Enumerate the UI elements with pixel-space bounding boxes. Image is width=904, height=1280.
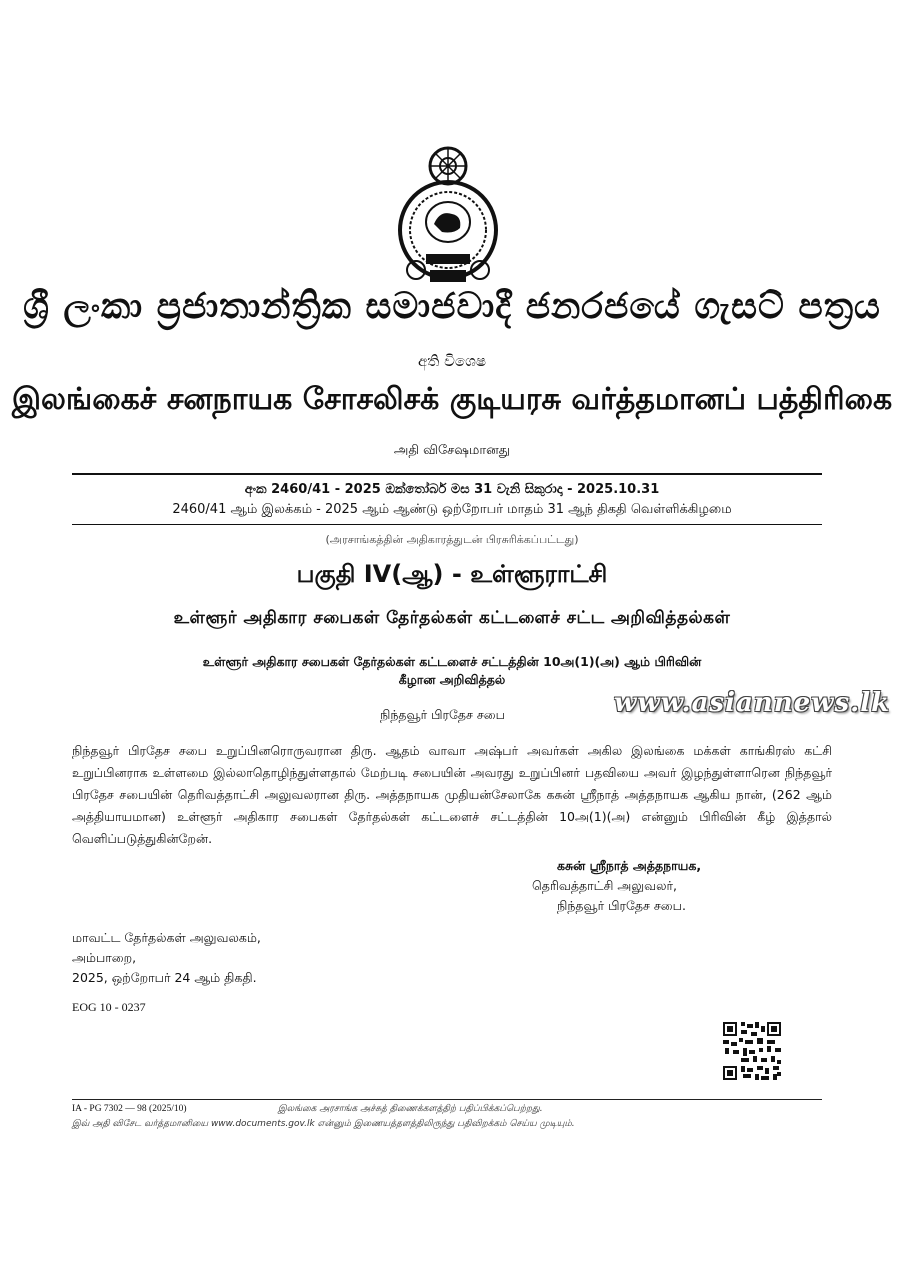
notice-subheading-line2: கீழான அறிவித்தல் — [398, 672, 506, 687]
download-note: இவ் அதி விசேட வர்த்தமானியை www.documents.gov.lk என்னும் இணையத்தளத்திலிருந்து பதிவிறக்கம் செய்ய முடியும். — [72, 1119, 575, 1129]
header-divider — [72, 473, 822, 475]
print-code: IA - PG 7302 — 98 (2025/10) — [72, 1104, 187, 1114]
signatory-title: தெரிவத்தாட்சி அலுவலர், — [532, 878, 677, 893]
national-emblem-icon — [396, 142, 500, 290]
signatory-name: கசுன் ஸ்ரீநாத் அத்தநாயக, — [557, 858, 702, 873]
council-name: நிந்தவூர் பிரதேச சபை — [380, 707, 505, 722]
signatory-office: நிந்தவூர் பிரதேச சபை. — [557, 898, 686, 913]
notice-subheading — [0, 653, 904, 689]
gazette-subtitle-sinhala: අති විශෙෂ — [417, 352, 487, 370]
part-title: பகுதி IV(ஆ) - உள்ளூராட்சி — [296, 560, 608, 588]
address-line: மாவட்ட தேர்தல்கள் அலுவலகம், — [72, 930, 261, 945]
footer-divider — [72, 1099, 822, 1100]
section-heading: உள்ளூர் அதிகார சபைகள் தேர்தல்கள் கட்டளைச் சட்ட அறிவித்தல்கள் — [173, 608, 731, 628]
gazette-title-tamil: இலங்கைச் சனநாயக சோசலிசக் குடியரசு வர்த்தமானப் பத்திரிகை — [11, 382, 893, 417]
reference-code: EOG 10 - 0237 — [72, 1000, 146, 1014]
gazette-title-sinhala: ශ්‍රී ලංකා ප්‍රජාතාන්ත්‍රික සමාජවාදී ජනරජයේ ගැසට් පත්‍රය — [23, 286, 881, 327]
address-date: 2025, ஒற்றோபர் 24 ஆம் திகதி. — [72, 970, 257, 985]
notice-subheading-line1: உள்ளூர் அதிகார சபைகள் தேர்தல்கள் கட்டளைச் சட்டத்தின் 10அ(1)(அ) ஆம் பிரிவின் — [202, 654, 702, 669]
qr-code-icon — [723, 1022, 781, 1080]
issue-line-tamil: 2460/41 ஆம் இலக்கம் - 2025 ஆம் ஆண்டு ஒற்றோபர் மாதம் 31 ஆந் திகதி வெள்ளிக்கிழமை — [172, 502, 732, 517]
gazette-subtitle-tamil: அதி விசேஷமானது — [393, 443, 511, 458]
notice-body: நிந்தவூர் பிரதேச சபை உறுப்பினரொருவரான திரு. ஆதம் வாவா அஷ்பர் அவர்கள் அகில இலங்கை மக்கள் காங்கிரஸ் கட்சி உறுப்பினராக உள்ளமை இல்லாதொழிந்துள்ளதால் மேற்படி சபையின் அவரது உறுப்பினர் பதவியை அவர் இழந்துள்ளாரென நிந்தவூர் பிரதேச சபையின் தெரிவத்தாட்சி அலுவலரான திரு. அத்தநாயக முதியன்சேலாகே கசுன் ஸ்ரீநாத் அத்தநாயக ஆகிய நான், (262 ஆம் அத்தியாயமான) உள்ளூர் அதிகார சபைகள் தேர்தல்கள் கட்டளைச் சட்டத்தின் 10அ(1)(அ) என்னும் பிரிவின் கீழ் இத்தால் வெளிப்படுத்துகின்றேன். — [72, 743, 832, 846]
issue-divider — [72, 524, 822, 525]
address-line: அம்பாறை, — [72, 950, 137, 965]
watermark: www.asiannews.lk — [614, 688, 891, 718]
authority-note: (அரசாங்கத்தின் அதிகாரத்துடன் பிரசுரிக்கப்பட்டது) — [325, 533, 579, 546]
printer-note: இலங்கை அரசாங்க அச்சுத் திணைக்களத்திற் பதிப்பிக்கப்பெற்றது. — [278, 1104, 543, 1114]
issue-line-sinhala: අංක 2460/41 - 2025 ඔක්තෝබර් මස 31 වැනි සිකුරාදා - 2025.10.31 — [244, 482, 660, 497]
